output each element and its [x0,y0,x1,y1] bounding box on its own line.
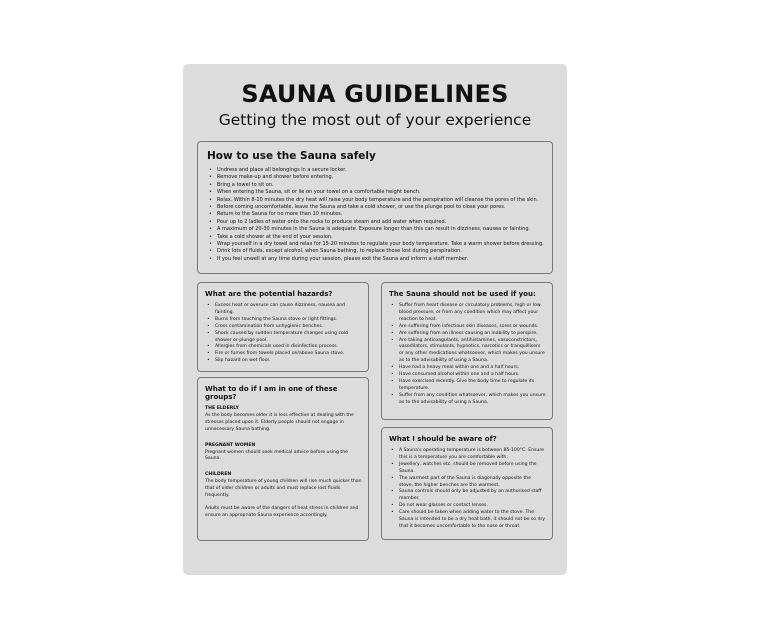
list-item: • When entering the Sauna, sit or lie on your towel on a comfortable height bench. [217,189,544,196]
list-item: • Cross contamination from unhygienic benches. [215,324,362,331]
list-item: • Suffer from heart disease or circulatory problems, high or low blood pressure, or from any condition which may affect your reaction to heat. [399,303,546,324]
list-item: • If you feel unwell at any time during your session, please exit the Sauna and inform a staff member. [217,256,544,263]
list-item: • Undress and place all belongings in a secure locker. [217,167,544,174]
list-item: • Sauna controls should only be adjusted by an authorised staff member. [399,489,546,503]
list-item: • Suffer from any condition whatsoever, which makes you unsure as to the advisability of using a Sauna. [399,393,546,407]
hazards-section [197,282,369,372]
aware-section [381,427,553,540]
list-item: • The warmest part of the Sauna is diagonally opposite the stove, the higher benches are the warmest. [399,476,546,490]
list-item: • Have consumed alcohol within one and a half hours. [399,372,546,379]
aware-heading: What I should be aware of? [389,435,497,443]
list-item: • Have exercised recently. Give the body time to regulate its temperature. [399,379,546,393]
list-item: • Take a cold shower at the end of your session. [217,234,544,241]
list-item: • Burns from touching the Sauna stove or light fittings. [215,317,362,324]
list-item: • Pour up to 2 ladles of water onto the rocks to produce steam and add water when required. [217,219,544,226]
list-item: • Do not wear glasses or contact lenses. [399,503,546,510]
list-item: • Return to the Sauna for no more than 10 minutes. [217,211,544,218]
adults-text: Adults must be aware of the dangers of heat stress in children and ensure an appropriate Sauna experience accordingly. [205,505,359,518]
pregnant-text: Pregnant women should seek medical advice before using the Sauna. [205,449,348,462]
list-item: • Are suffering from infectious skin diseases, sores or wounds. [399,324,546,331]
list-item: • Jewellery, watches etc. should be removed before using the Sauna. [399,462,546,476]
sauna-guidelines-poster [183,64,567,575]
groups-section [197,377,369,541]
poster-subtitle: Getting the most out of your experience [218,111,532,129]
list-item: • Relax. Within 8-10 minutes the dry heat will raise your body temperature and the perspiration will cleanse the pores of the skin. [217,197,544,204]
list-item: • Wrap yourself in a dry towel and relax for 15-20 minutes to regulate your body temperature. Take a warm shower before dressing. [217,241,544,248]
children-text: The body temperature of young children will rise much quicker than that of older children or adults and must replace lost fluids frequently. [205,479,362,499]
list-item: • Bring a towel to sit on. [217,182,544,189]
aware-list [389,448,546,531]
list-item: • Have had a heavy meal within one and a half hours. [399,365,546,372]
list-item: • A Sauna's operating temperature is between 85-100°C. Ensure this is a temperature you are comfortable with. [399,448,546,462]
list-item: • Allergies from chemicals used in disinfection process. [215,344,362,351]
not-used-heading: The Sauna should not be used if you: [389,290,536,298]
poster-title: SAUNA GUIDELINES [241,80,509,108]
list-item: • Remove make-up and shower before entering. [217,174,544,181]
list-item: • Shock caused by sudden temperature changes using cold shower or plunge pool. [215,331,362,345]
list-item: • Are suffering from an illness causing an inability to perspire. [399,331,546,338]
list-item: • Before coming uncomfortable, leave the Sauna and take a cold shower, or use the plunge pool to close your pores. [217,204,544,211]
list-item: • Slip hazard on wet floor. [215,358,362,365]
groups-heading: What to do if I am in one of these groups? [205,385,338,401]
list-item: • Are taking anticoagulants, antihistamines, vasoconstrictors, vasodilators, stimulants, hypnotics, narcotics or tranquillisers or any other medications whatsoever, which makes you unsure as to the advisability of using a Sauna. [399,338,546,366]
not-used-list [389,303,546,407]
elderly-heading: THE ELDERLY [205,406,239,411]
list-item: • Fire or fumes from towels placed on/above Sauna stove. [215,351,362,358]
how-to-use-section [197,141,553,274]
children-heading: CHILDREN [205,472,232,478]
list-item: • Drink lots of fluids, except alcohol, when Sauna bathing, to replace those lost during perspiration. [217,248,544,255]
hazards-list [205,303,362,365]
list-item: • A maximum of 20-30 minutes in the Sauna is adequate. Exposure longer than this can result in dizziness, nausea or fainting. [217,226,544,233]
list-item: • Excess heat or overuse can cause dizziness, nausea and fainting. [215,303,362,317]
how-to-use-heading: How to use the Sauna safely [207,150,376,162]
hazards-heading: What are the potential hazards? [205,290,333,298]
list-item: • Care should be taken when adding water to the stove. The Sauna is intended to be a dry heat bath, it should not be so dry that it becomes uncomfortable to the nose or throat. [399,510,546,531]
how-to-use-list [207,167,544,263]
pregnant-heading: PREGNANT WOMEN [205,442,256,448]
elderly-text: As the body becomes older it is less effective at dealing with the stresses placed upon it. Elderly people should not engage in unnecessary Sauna bathing. [205,412,354,432]
not-used-section [381,282,553,420]
